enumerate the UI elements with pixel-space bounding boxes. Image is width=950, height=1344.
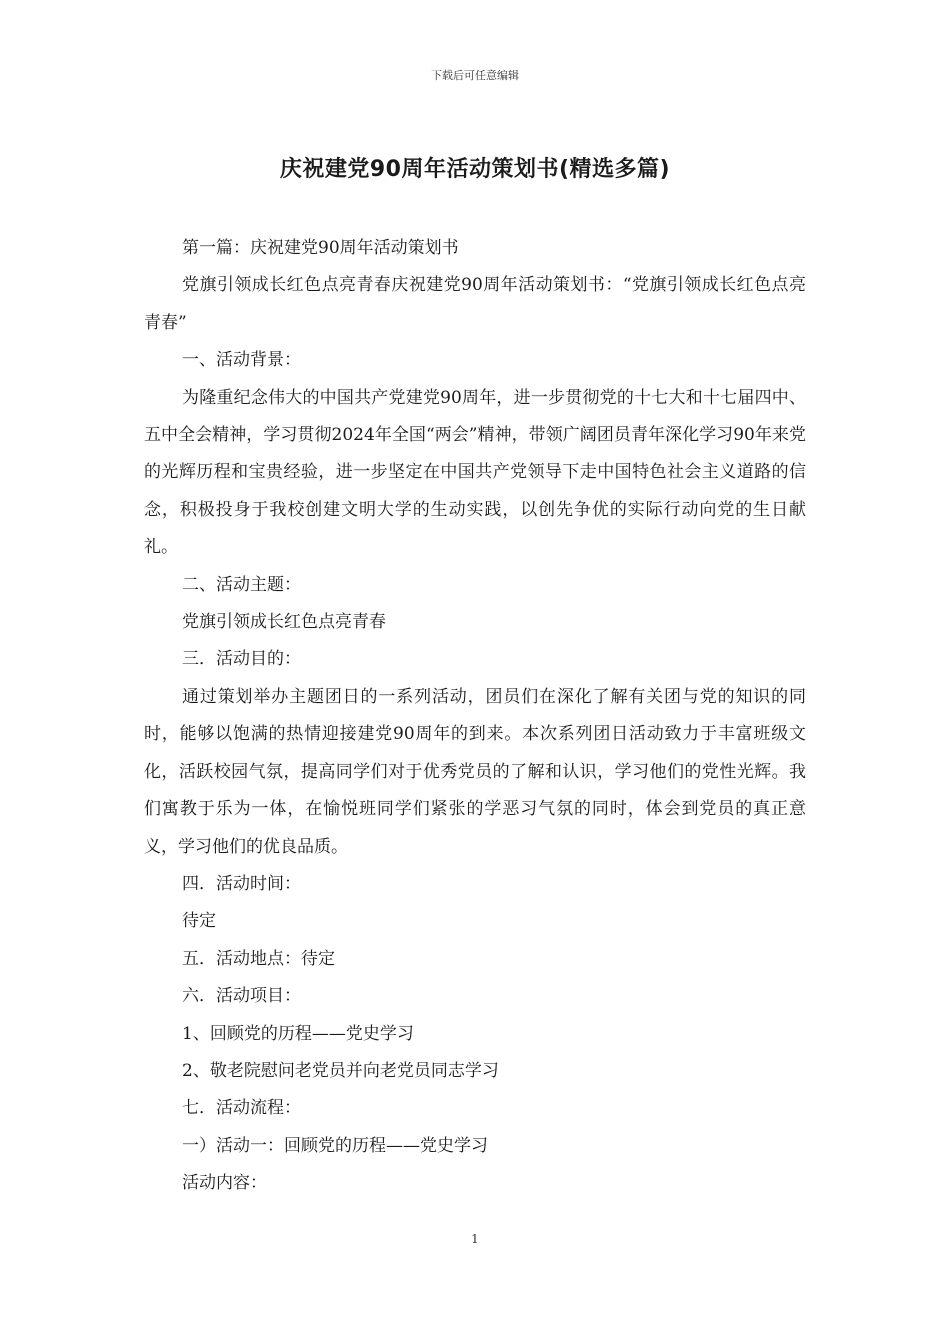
list-item: 1、回顾党的历程——党史学习 bbox=[182, 1023, 414, 1044]
section-heading: 三．活动目的： bbox=[182, 649, 301, 670]
header-note: 下载后可任意编辑 bbox=[431, 69, 519, 82]
section-heading: 七．活动流程： bbox=[182, 1098, 301, 1119]
body-paragraph: 党旗引领成长红色点亮青春 bbox=[182, 612, 386, 633]
subsection-heading: 一）活动一：回顾党的历程——党史学习 bbox=[182, 1135, 488, 1156]
body-paragraph: 为隆重纪念伟大的中国共产党建党90周年，进一步贯彻党的十七大和十七届四中、五中全会精神，学习贯彻2024年全国“两会”精神，带领广阔团员青年深化学习90年来党的光辉历程和宝贵经验，进一步坚定在中国共产党领导下走中国特色社会主义道路的信念，积极投身于我校创建文明大学的生动实践，以创先争优的实际行动向党的生日献礼。 bbox=[144, 387, 806, 558]
section-heading: 一、活动背景： bbox=[182, 350, 301, 371]
list-item: 2、敬老院慰问老党员并向老党员同志学习 bbox=[182, 1060, 499, 1081]
section-heading: 五．活动地点：待定 bbox=[182, 948, 335, 969]
body-paragraph: 待定 bbox=[182, 911, 216, 932]
body-paragraph: 活动内容： bbox=[182, 1173, 267, 1194]
section-heading: 二、活动主题： bbox=[182, 574, 301, 595]
section-heading: 四．活动时间： bbox=[182, 873, 301, 894]
document-body bbox=[144, 230, 806, 1203]
document-title: 庆祝建党90周年活动策划书(精选多篇) bbox=[279, 157, 671, 182]
section-heading: 第一篇：庆祝建党90周年活动策划书 bbox=[182, 238, 459, 258]
body-paragraph: 党旗引领成长红色点亮青春庆祝建党90周年活动策划书：“党旗引领成长红色点亮青春” bbox=[144, 275, 806, 333]
body-paragraph: 通过策划举办主题团日的一系列活动，团员们在深化了解有关团与党的知识的同时，能够以饱满的热情迎接建党90周年的到来。本次系列团日活动致力于丰富班级文化，活跃校园气氛，提高同学们对于优秀党员的了解和认识，学习他们的党性光辉。我们寓教于乐为一体，在愉悦班同学们紧张的学恶习气氛的同时，体会到党员的真正意义，学习他们的优良品质。 bbox=[144, 686, 806, 857]
section-heading: 六．活动项目： bbox=[182, 986, 301, 1007]
page-number: 1 bbox=[471, 1232, 479, 1246]
